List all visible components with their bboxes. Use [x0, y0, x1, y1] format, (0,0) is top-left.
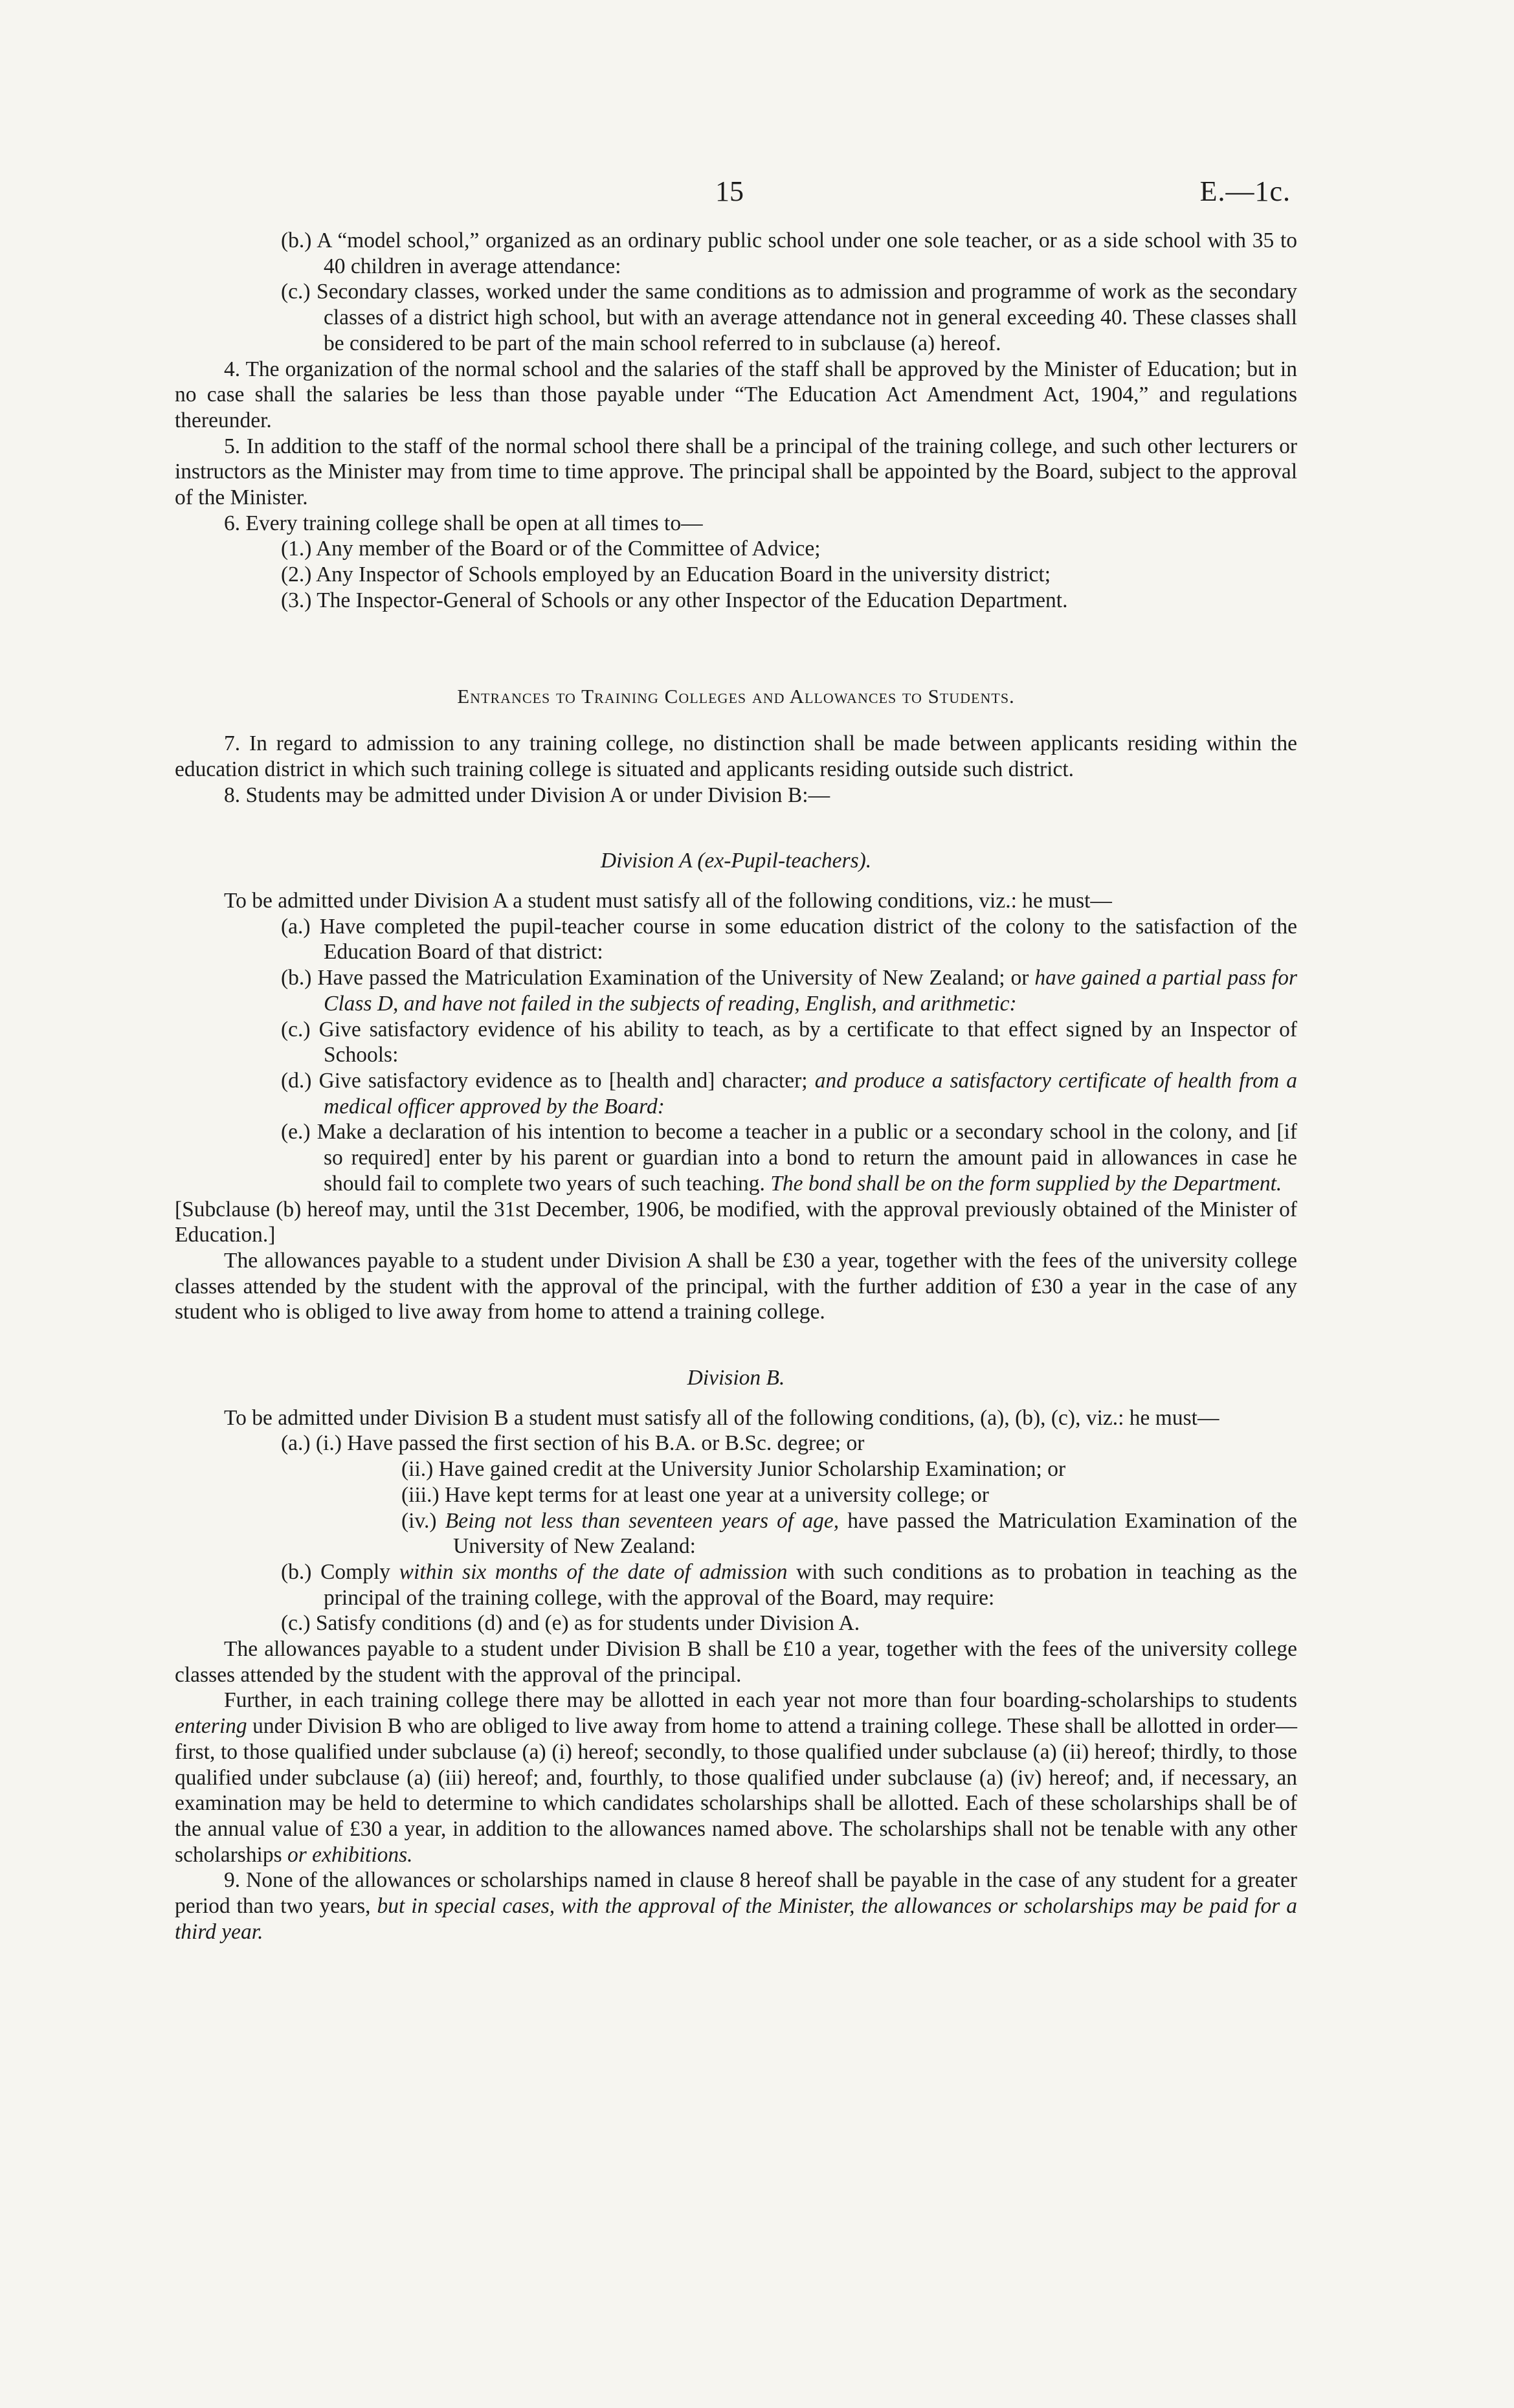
division-b-condition-c: (c.) Satisfy conditions (d) and (e) as for students under Division A. — [281, 1611, 860, 1636]
division-a-condition-d — [281, 1068, 1298, 1119]
division-a-condition-a: (a.) Have completed the pupil-teacher course in some education district of the colony to the satisfaction of the Education Board of that district: — [281, 914, 1297, 964]
condition-a-iv-italic: Being not less than seventeen years of age, — [445, 1508, 840, 1533]
clause-9-text: 9. None of the allowances or scholarships named in clause 8 hereof shall be payable in the case of any student for a greater period than two years, — [175, 1868, 1297, 1919]
division-a-condition-c: (c.) Give satisfactory evidence of his ability to teach, as by a certificate to that effect signed by an Inspector of Schools: — [281, 1017, 1297, 1067]
condition-e-text: (e.) Make a declaration of his intention to become a teacher in a public or a secondary school in the colony, and [if so required] enter by his parent or guardian into a bond to return the amount paid in allowances in case he should fail to complete two years of such teaching. — [281, 1120, 1297, 1196]
clause-6-item-2: (2.) Any Inspector of Schools employed by an Education Board in the university district; — [281, 563, 1051, 587]
division-a-intro: To be admitted under Division A a student must satisfy all of the following conditions, viz.: he must— — [224, 889, 1112, 913]
division-b-condition-a-iii: (iii.) Have kept terms for at least one year at a university college; or — [401, 1482, 989, 1507]
condition-b-text: (b.) Have passed the Matriculation Examination of the University of New Zealand; or — [281, 966, 1029, 990]
clause-6-item-3: (3.) The Inspector-General of Schools or any other Inspector of the Education Department. — [281, 588, 1068, 612]
scholarships-text-1: Further, in each training college there may be allotted in each year not more than four boarding-scholarships to students — [224, 1688, 1297, 1713]
condition-d-text: (d.) Give satisfactory evidence as to [health and] character; — [281, 1068, 808, 1093]
condition-b2-label: (b.) Comply — [281, 1559, 391, 1584]
division-a-condition-b — [281, 965, 1297, 1016]
division-b-allowances: The allowances payable to a student under Division B shall be £10 a year, together with the fees of the university college classes attended by the student with the approval of the principal. — [175, 1637, 1297, 1687]
clause-8: 8. Students may be admitted under Division A or under Division B:— — [224, 783, 830, 807]
subclause-b-model-school: (b.) A “model school,” organized as an ordinary public school under one sole teacher, or as a side school with 35 to 40 children in average attendance: — [281, 229, 1297, 278]
page-number: 15 — [715, 175, 744, 207]
subclause-c-secondary-classes: (c.) Secondary classes, worked under the same conditions as to admission and programme of work as the secondary classes of a district high school, but with an average attendance not in general exceeding 40. These classes shall be considered to be part of the main school referred to in subclause (a) hereof. — [281, 280, 1297, 355]
clause-6-item-1: (1.) Any member of the Board or of the Committee of Advice; — [281, 537, 821, 561]
condition-d-italic: and produce a satisfactory certificate of health from a medical officer approved by the Board: — [324, 1068, 1298, 1119]
scholarships-text-2: under Division B who are obliged to live away from home to attend a training college. These shall be allotted in order—first, to those qualified under subclause (a) (i) hereof; secondly, to those qualified under subclause (a) (ii) hereof; thirdly, to those qualified under subclause (a) (iii) hereof; and, fourthly, to those qualified under subclause (a) (iv) hereof; and, if necessary, an examination may be held to determine to which candidates scholarships shall be allotted. Each of these scholarships shall be of the annual value of £30 a year, in addition to the allowances named above. The scholarships shall not be tenable with any other scholarships — [175, 1714, 1298, 1867]
condition-e-italic: The bond shall be on the form supplied by the Department. — [770, 1171, 1282, 1196]
division-a-allowances: The allowances payable to a student under Division A shall be £30 a year, together with the fees of the university college classes attended by the student with the approval of the principal, with the further addition of £30 a year in the case of any student who is obliged to live away from home to attend a training college. — [175, 1248, 1297, 1324]
division-a-heading: Division A (ex-Pupil-teachers). — [600, 849, 872, 873]
condition-a-iv-text: have passed the Matriculation Examination of the University of New Zealand: — [453, 1508, 1298, 1559]
condition-b-italic: have gained a partial pass for Class D, and have not failed in the subjects of reading, English, and arithmetic: — [324, 966, 1297, 1016]
clause-4: 4. The organization of the normal school and the salaries of the staff shall be approved by the Minister of Education; but in no case shall the salaries be less than those payable under “The Education Act Amendment Act, 1904,” and regulations thereunder. — [175, 357, 1297, 432]
clause-6: 6. Every training college shall be open at all times to— — [224, 511, 703, 535]
division-b-intro: To be admitted under Division B a student must satisfy all of the following conditions, (a), (b), (c), viz.: he must— — [224, 1405, 1219, 1430]
section-heading: Entrances to Training Colleges and Allowances to Students. — [457, 684, 1015, 708]
condition-b2-italic: within six months of the date of admission — [399, 1559, 788, 1584]
scholarships-italic-2: or exhibitions. — [287, 1842, 413, 1867]
subclause-b-note: [Subclause (b) hereof may, until the 31st December, 1906, be modified, with the approval previously obtained of the Minister of Education.] — [175, 1197, 1297, 1247]
condition-b2-text: with such conditions as to probation in teaching as the principal of the training college, with the approval of the Board, may require: — [324, 1559, 1298, 1610]
division-b-condition-a-iv — [401, 1508, 1298, 1559]
clause-5: 5. In addition to the staff of the normal school there shall be a principal of the training college, and such other lecturers or instructors as the Minister may from time to time approve. The principal shall be appointed by the Board, subject to the approval of the Minister. — [175, 434, 1297, 510]
clause-9-italic: but in special cases, with the approval of the Minister, the allowances or scholarships may be paid for a third year. — [175, 1894, 1298, 1944]
division-b-condition-a-i: (a.) (i.) Have passed the first section of his B.A. or B.Sc. degree; or — [281, 1431, 865, 1456]
scholarships-italic-1: entering — [175, 1714, 247, 1739]
division-b-condition-a-ii: (ii.) Have gained credit at the University Junior Scholarship Examination; or — [401, 1457, 1066, 1482]
boarding-scholarships — [175, 1688, 1297, 1867]
clause-7: 7. In regard to admission to any training college, no distinction shall be made between applicants residing within the education district in which such training college is situated and applicants residing outside such district. — [175, 731, 1297, 781]
document-reference: E.—1c. — [1199, 175, 1291, 207]
condition-a-iv-label: (iv.) — [401, 1508, 437, 1533]
clause-9 — [175, 1867, 1297, 1945]
division-b-heading: Division B. — [687, 1366, 785, 1390]
division-a-condition-e — [281, 1119, 1297, 1196]
division-b-condition-b — [281, 1559, 1298, 1611]
document-body — [175, 228, 1297, 1945]
